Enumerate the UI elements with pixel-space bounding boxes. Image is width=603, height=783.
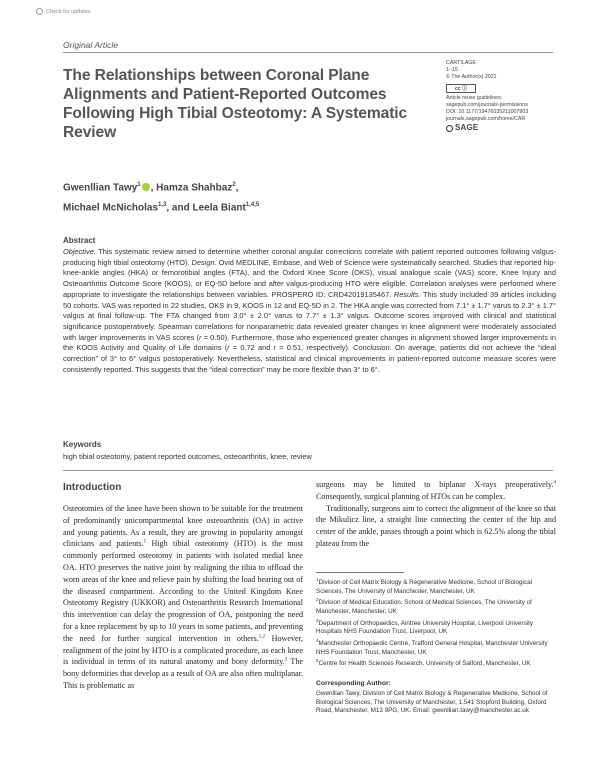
abstract-text (63, 247, 556, 375)
creative-commons-icon[interactable]: cc ⓘ (446, 84, 476, 93)
introduction-left-column (63, 503, 303, 692)
body-text: However, realignment of the joint by HTO is a complicated procedure, as each knee is individual in terms of its natural anatomy and bony deformity. (63, 633, 303, 667)
conclusion-text: On average, patients did not achieve the “ideal correction” of 3° to 6° valgus postoperatively. Nevertheless, statistical and clinical improvements in patient-reported outcome measure scores were consistently reported. This suggests that the “ideal correction” may be more flexible than 3° to 6°. (63, 343, 556, 374)
keywords-text: high tibial osteotomy, patient reported outcomes, osteoarthritis, knee, review (63, 452, 312, 461)
reference-sup[interactable]: 4 (553, 480, 556, 486)
publisher-logo (446, 124, 556, 131)
affiliation-sup: 5 (316, 658, 319, 664)
page-range: 1–15 (446, 67, 458, 74)
right-paragraph-2: Traditionally, surgeons aim to correct the alignment of the knee so that the Mikulicz line, a straight line connecting the center of the hip and center of the ankle, passes through a point which is 62.5% along the tibial plateau from the (316, 503, 556, 548)
introduction-heading: Introduction (63, 482, 122, 493)
stat-r: r (198, 332, 202, 342)
author-mcnicholas[interactable]: Michael McNicholas (63, 202, 159, 214)
affiliation-item (316, 637, 556, 657)
journal-name: CARTILAGE (446, 60, 476, 66)
author-affil-sup: 1 (137, 182, 141, 188)
journal-site-link[interactable]: journals.sagepub.com/home/CAR (446, 116, 526, 123)
affiliation-sup: 4 (316, 637, 319, 643)
paper-title: The Relationships between Coronal Plane Alignments and Patient-Reported Outcomes Following High Tibial Osteotomy: A Systematic Review (63, 67, 408, 141)
author-separator: , (235, 182, 239, 194)
publisher-name: SAGE (455, 123, 479, 133)
body-text: High tibial osteotomy (HTO) is the most commonly performed osteotomy in patients with isolated medial knee OA. HTO preserves the native joint by realigning the tibia to offload the worn areas of the knee and relieve pain by shifting the load bearing out of the diseased compartment. According to the United Kingdom Knee Osteotomy Registry (UKKOR) and Osteoarthritis Research International this intervention can delay the progression of OA, postponing the need for a knee replacement by up to 10 years in some patients, and preventing the need for further surgical intervention in others. (63, 539, 303, 643)
design-label: Design. (191, 257, 217, 267)
section-divider (63, 470, 553, 471)
affiliation-text: Manchester Orthopaedic Centre, Trafford General Hospital, Manchester University NHS Foundation Trust, Manchester, UK (316, 639, 548, 656)
reference-sup[interactable]: 3 (284, 657, 288, 663)
reference-sup[interactable]: 1,2 (258, 634, 265, 640)
corresponding-author-text[interactable]: Gwenllian Tawy, Division of Cell Matrix Biology & Regenerative Medicine, School of Biological Sciences, The University of Manchester, 1.541 Stopford Building, Oxford Road, Manchester, M13 9PG, UK. Email: gwenllian.tawy@manchester.ac.uk (316, 690, 548, 715)
orcid-icon[interactable] (142, 183, 150, 191)
affiliation-sup: 1 (316, 577, 319, 582)
results-text: = 0.72 and (229, 343, 274, 353)
affiliation-sup: 3 (316, 617, 319, 623)
affiliation-item (316, 576, 556, 596)
author-shahbaz[interactable]: , Hamza Shahbaz (150, 182, 233, 194)
sage-ring-icon (446, 125, 453, 132)
keywords-heading: Keywords (63, 440, 102, 449)
author-list (63, 177, 403, 217)
article-type: Original Article (63, 40, 118, 50)
check-for-updates-badge[interactable] (36, 8, 91, 15)
corresponding-author-heading: Corresponding Author: (316, 680, 391, 687)
header-divider (63, 52, 553, 53)
body-text: surgeons may be limited to biplanar X-rays preoperatively. (316, 480, 554, 489)
stat-r: r (273, 343, 277, 353)
conclusion-label: Conclusion. (353, 343, 392, 353)
reuse-link[interactable]: sagepub.com/journals-permissions (446, 101, 528, 108)
body-text: The bony deformities that develop as a result of OA are also often multiplanar. This is problematic as (63, 657, 303, 690)
affiliation-item (316, 657, 556, 669)
design-text: Ovid MEDLINE, Embase, and Web of Science were systematically searched. Studies that reported hip-knee-ankle angles (HKA) or femorotibial angles (FTA), and the Oxford Knee Score (OKS), visual analogue scale (VAS) score, Knee Injury and Osteoarthritis Outcome Score (KOOS), or EQ-5D before and after valgus-producing HTO were eligible. Correlation analyses were performed where appropriate to investigate the relationships between variables. PROSPERO ID: CRD42019135467. (63, 257, 557, 299)
author-tawy[interactable]: Gwenllian Tawy (63, 182, 138, 194)
reference-sup[interactable]: 1 (143, 539, 147, 545)
affiliation-text: Department of Orthopaedics, Aintree University Hospital, Liverpool University Hospitals NHS Foundation Trust, Liverpool, UK (316, 619, 534, 636)
copyright: © The Author(s) 2021 (446, 74, 497, 81)
affiliation-item (316, 596, 556, 616)
author-affil-sup: 2 (232, 182, 236, 188)
reuse-label: Article reuse guidelines: (446, 94, 503, 101)
author-affil-sup: 1,4,5 (245, 201, 260, 208)
stat-r: r (227, 343, 230, 353)
affiliation-text: Division of Medical Education, School of Medical Sciences, The University of Manchester, Manchester, UK (316, 599, 532, 615)
objective-label: Objective. (63, 247, 96, 256)
affiliation-text: Centre for Health Sciences Research, University of Salford, Manchester, UK (318, 660, 531, 668)
results-text: = 0.51, respectively). (276, 343, 354, 353)
affiliation-item (316, 617, 556, 637)
objective-text: This systematic review aimed to determine whether coronal angular corrections correlate with patient reported outcomes following valgus-producing high tibial osteotomy (HTO). (63, 247, 556, 267)
author-affil-sup: 1,3 (158, 201, 167, 208)
body-text: Osteotomies of the knee have been shown to be suitable for the treatment of predominantly unicompartmental knee osteoarthritis (OA) in active and young patients. As a result, they are growing in popularity amongst clinicians and patients. (63, 504, 303, 549)
doi-link[interactable]: DOI: 10.1177/19476035211007903 (446, 109, 529, 116)
author-biant[interactable]: , and Leela Biant (166, 202, 246, 214)
right-paragraph-1 (316, 479, 556, 503)
affiliation-text: Division of Cell Matrix Biology & Regenerative Medicine, School of Biological Sciences, The University of Manchester, Manchester, UK (316, 579, 533, 595)
check-for-updates-label: Check for updates (46, 8, 91, 15)
footnote-divider (316, 572, 404, 573)
introduction-right-column (316, 479, 556, 550)
results-label: Results. (393, 289, 421, 299)
abstract-heading: Abstract (63, 236, 96, 245)
journal-meta (446, 60, 556, 132)
affiliations (316, 576, 556, 669)
results-text: This study included 39 articles including 50 cohorts. VAS was reported in 22 studies, OKS in 9, KOOS in 12 and EQ-5D in 2. The HKA angle was corrected from 7.1° ± 1.7° varus to 2.3° ± 1.7° valgus at final follow-up. The FTA changed from 3.0° ± 2.0° varus to 7.7° ± 1.3° valgus. Outcome scores improved with clinical and statistical significance postoperatively. Spearman correlations for nonparametric data revealed greater changes in knee alignment were moderately associated with larger improvements in VAS scores ( (63, 289, 556, 342)
results-text: = 0.50). Furthermore, those who experienced greater changes in alignment showed larger improvements in the KOOS Activity and Quality of Life domains ( (63, 332, 556, 353)
affiliation-sup: 2 (316, 597, 319, 603)
update-icon (36, 8, 43, 15)
body-text: Consequently, surgical planning of HTOs can be complex. (316, 491, 506, 501)
